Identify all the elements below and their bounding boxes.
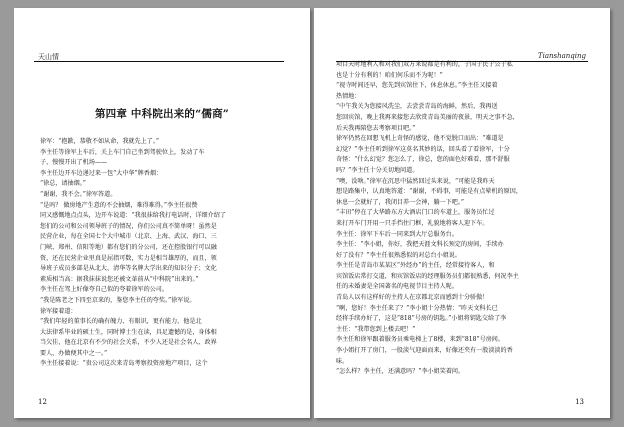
text-line: 也是十分有利的！咱们何乐而不为呢！”	[336, 71, 443, 79]
text-line: 幻觉？”李主任听到徐军这莫名其妙的话，回头看了看徐军，十分	[336, 145, 510, 153]
text-line: 李主任是青岛市某某区“外经办”的主任，经常接待客人，和	[336, 262, 495, 270]
text-line: 您们的公司和公司领导班子的情况，你们公司真不简单呀！虽然是	[40, 222, 217, 230]
text-line: 子，慢慢开出了机场——	[40, 159, 108, 167]
text-line: 要人，办做便其中之一。”	[40, 349, 108, 357]
text-line: 门峡、郑州、信阳等地）都有您们的分公司，还在控股银行可以融	[40, 243, 217, 251]
right-page	[314, 8, 610, 418]
text-line: “视寺时间还早，您先到宾馆住下，休息休息。”李主任又接着	[336, 82, 498, 90]
text-line: 味。	[336, 357, 349, 365]
text-line: 吗？”李主任十分关切地问道。	[336, 166, 419, 174]
text-line: “丰田”停在了大华路东方大酒店门口的车道上，服务员忙过	[336, 209, 495, 217]
text-line: 当欠佳，他在北京有不少的社会关系，不少人还是社会名人、政界	[40, 339, 217, 347]
text-line: “我是陈老之下四至京来的，鉴您李主任的夸奖。”徐军说。	[40, 296, 196, 304]
text-line: 徐军仍然在回想飞机上奇怪的感觉，他不觉脱口而出：“难道是	[336, 135, 504, 143]
text-line: 热情地：	[336, 92, 361, 100]
text-line: 奇怪：“什么幻觉？您怎么了，徐总，您的面色好难看，那不舒服	[336, 156, 510, 164]
right-running-header: Tianshanqing	[537, 52, 586, 60]
text-line: 主任：“我带您到上楼去吧！”	[336, 325, 416, 333]
text-line: “噢，没啥。”徐军在沉思中猛然回过头来说，“可能是我昨天	[336, 177, 495, 185]
text-line: “怎么样？李主任，还满意吗？”李小姐笑着问。	[336, 368, 465, 376]
text-line: 您回宾馆，晚上我再来接您去欣赏青岛美丽的夜景，明天之事不急，	[336, 113, 519, 121]
text-line: 徐军：“抱歉，恭敬不如从命，我就先上了。”	[40, 138, 159, 145]
text-line: 导班子成员多部是从北大、清华等名牌大学出来的知识分子；文化	[40, 265, 217, 273]
text-line: 资，还在民营企业里真是屈指可数，实力是相当雄厚的，而且，领	[40, 254, 217, 262]
text-line: “是吗？ 做房地产生意的不会抽烟，难得难得。”李主任很赞	[40, 201, 198, 209]
text-line: 李小姐打开了房门，一股淡气迎面而来，好像还夹有一股淡淡的香	[336, 347, 513, 355]
left-running-header: 天山情	[38, 53, 59, 61]
text-line: “徐总，请抽烟。”	[40, 180, 86, 188]
text-line: 李主任和徐军跟着服务员乘电梯上了8楼，来到“818”号房间。	[336, 336, 504, 344]
text-line: 同又感慨地点点头，边开车说道：“我很抹给我打电话时，详细介绍了	[40, 212, 226, 220]
text-line: 大法律系毕业的硕士生，同时博士生在读，具足遗憾的是，身体相	[40, 328, 217, 336]
left-header-rule	[34, 61, 284, 62]
text-line: 李主任在驾上好像夸自己似的夸着徐军的公司。	[40, 286, 168, 294]
left-page-number: 12	[38, 398, 47, 406]
text-line: 项目天时地利人和对我们双方来说都是有利的，于国于民于公于私	[336, 61, 513, 68]
text-line: 民营企业，每在全国七个大中城市（北京、上海、武汉、海口、三	[40, 233, 217, 241]
text-line: 任的未婚妻是全国著名的电视节目主持人呢。	[336, 283, 458, 291]
text-line: 经将手续办好了，这是“818”号房的钥匙。”小姐将钥匙交给了李	[336, 315, 507, 323]
left-page	[14, 8, 310, 418]
right-body-text	[336, 60, 592, 378]
text-line: 李主任边开车边递过来一包“大中华”牌香烟：	[40, 169, 163, 177]
text-line: 休息一会就好了，我闭目养一会神，躺一下吧。”	[336, 198, 465, 206]
text-line: 徐军接着道：	[40, 307, 77, 315]
text-line: 李主任等徐军上车后，关上车门自己坐到驾驶位上，发动了车	[40, 148, 205, 156]
text-line: “中午我关为您接风洗尘，去尝尝青岛的海鲜，然后，我再送	[336, 103, 498, 111]
text-line: 想是路集中，认真地答道：“谢谢，不碍事，可能是有点晕机的原因，	[336, 188, 522, 196]
left-body-text	[40, 137, 296, 370]
text-line: 青岛人以有这样好的主持人在京都北京而感到十分骄傲！	[336, 294, 489, 302]
text-line: “啊，您好！李主任来了？”李小姐十分热情：“昨天文科长已	[336, 304, 498, 312]
right-page-number: 13	[575, 398, 584, 406]
text-line: 好了没有？”李主任很熟悉似的对总台小姐说。	[336, 251, 461, 259]
text-line: 宾馆饭店常打交道，和宾馆饭店的经理服务员们都很熟悉，何况李主	[336, 272, 519, 280]
text-line: 李主任：“李小姐，你好，我把天涯文科长预定的房间，手续办	[336, 241, 504, 249]
text-line: 李主任接着说：“贵公司这次来青岛考察投资房地产项目，这个	[40, 360, 208, 368]
text-line: 后天我再陪您去考察项目吧。”	[336, 124, 416, 132]
text-line: 素质相当高：据我抹抹说您还被文革前从“中科院”出来的。”	[40, 275, 199, 283]
chapter-title: 第四章 中科院出来的“儒商”	[94, 108, 230, 120]
text-line: “谢谢，我不会。”徐军答道。	[40, 190, 117, 198]
text-line: 来打开车门开用一只手挡住门框，礼貌地将客人迎下车。	[336, 219, 489, 227]
text-line: “我们年轻的董事长的确有魄力、有眼识，更有能力，他是北	[40, 318, 202, 326]
text-line: 李主任：徐军下车后一同来到大厅总服务台。	[336, 230, 458, 238]
